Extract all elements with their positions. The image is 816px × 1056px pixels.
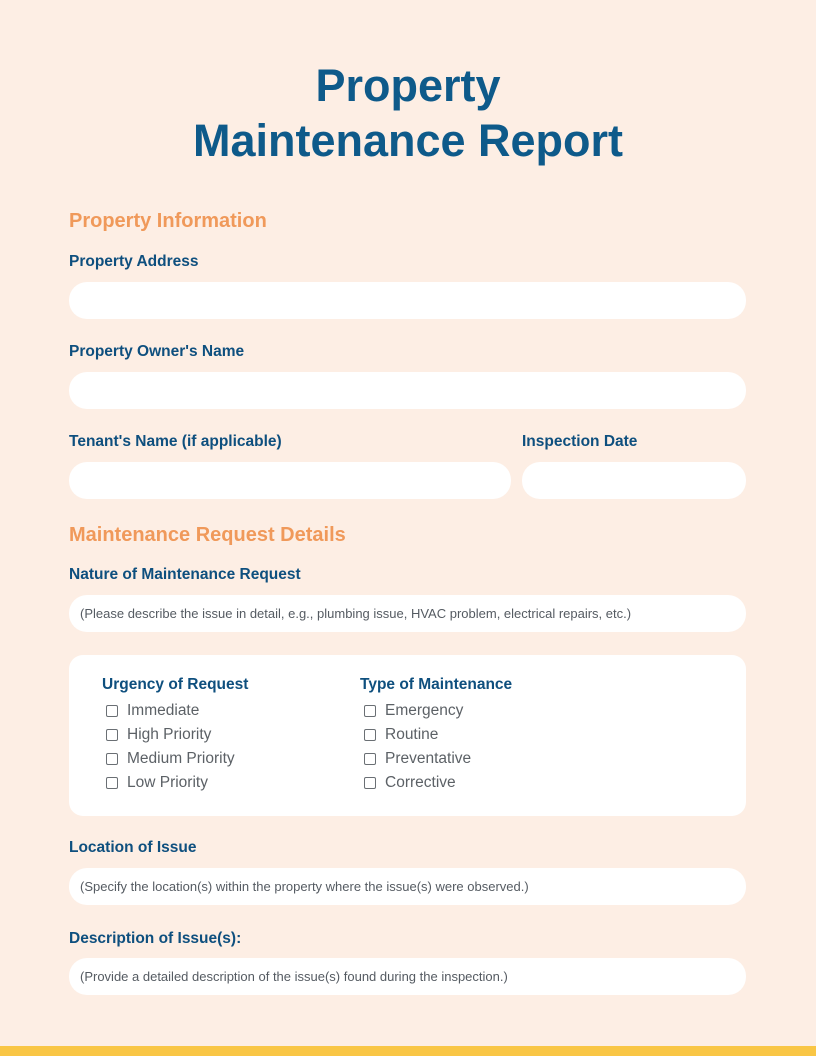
checkbox-icon[interactable] [106, 777, 118, 789]
bottom-accent-bar [0, 1046, 816, 1056]
location-of-issue-label: Location of Issue [69, 839, 197, 856]
type-option-emergency[interactable]: Emergency [364, 701, 463, 721]
inspection-date-label: Inspection Date [522, 433, 638, 450]
checkbox-icon[interactable] [106, 705, 118, 717]
property-address-label: Property Address [69, 253, 199, 270]
location-of-issue-input[interactable]: (Specify the location(s) within the property where the issue(s) were observed.) [69, 868, 746, 905]
tenant-name-label: Tenant's Name (if applicable) [69, 433, 282, 450]
checkbox-icon[interactable] [364, 777, 376, 789]
urgency-option-high[interactable]: High Priority [106, 725, 211, 745]
type-option-routine[interactable]: Routine [364, 725, 438, 745]
type-option-preventative[interactable]: Preventative [364, 749, 471, 769]
title-line-2: Maintenance Report [192, 115, 624, 166]
urgency-title: Urgency of Request [102, 676, 249, 693]
description-of-issues-label: Description of Issue(s): [69, 930, 242, 947]
checkbox-icon[interactable] [106, 753, 118, 765]
section-heading-request-details: Maintenance Request Details [69, 524, 346, 546]
description-of-issues-input[interactable]: (Provide a detailed description of the issue(s) found during the inspection.) [69, 958, 746, 995]
checkbox-icon[interactable] [364, 729, 376, 741]
tenant-name-input[interactable] [69, 462, 511, 499]
urgency-option-immediate[interactable]: Immediate [106, 701, 199, 721]
owner-name-label: Property Owner's Name [69, 343, 245, 360]
checkbox-icon[interactable] [106, 729, 118, 741]
urgency-option-medium[interactable]: Medium Priority [106, 749, 235, 769]
type-option-corrective[interactable]: Corrective [364, 773, 456, 793]
page-title [0, 58, 816, 168]
checkbox-panel [69, 655, 746, 816]
maintenance-type-title: Type of Maintenance [360, 676, 513, 693]
checkbox-icon[interactable] [364, 705, 376, 717]
title-line-1: Property [315, 60, 501, 111]
checkbox-icon[interactable] [364, 753, 376, 765]
property-address-input[interactable] [69, 282, 746, 319]
nature-of-request-input[interactable]: (Please describe the issue in detail, e.g., plumbing issue, HVAC problem, electrical repairs, etc.) [69, 595, 746, 632]
owner-name-input[interactable] [69, 372, 746, 409]
nature-of-request-label: Nature of Maintenance Request [69, 566, 301, 583]
section-heading-property-info: Property Information [69, 210, 267, 232]
inspection-date-input[interactable] [522, 462, 746, 499]
urgency-option-low[interactable]: Low Priority [106, 773, 208, 793]
